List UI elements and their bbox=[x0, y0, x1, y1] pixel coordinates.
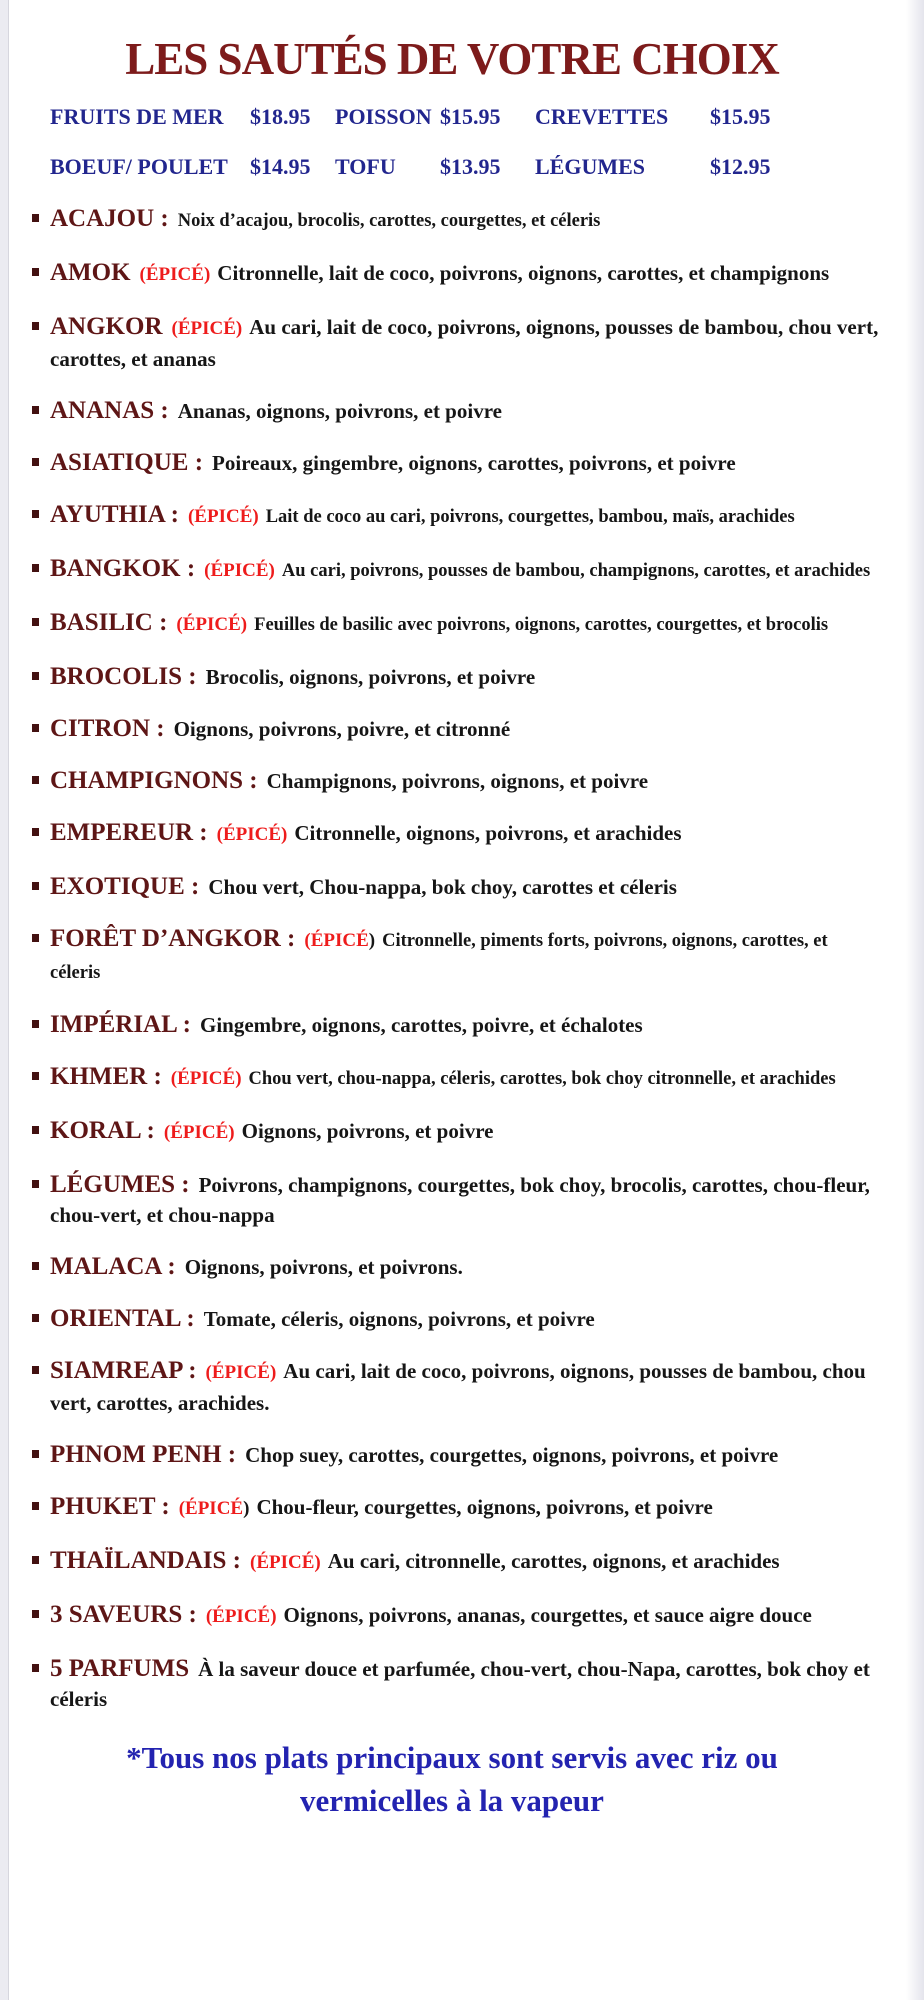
bullet-square-icon bbox=[32, 828, 39, 836]
protein-label: LÉGUMES bbox=[535, 154, 646, 179]
spicy-label-text: (ÉPICÉ bbox=[304, 930, 369, 951]
dish-description: Au cari, citronnelle, carottes, oignons, et arachides bbox=[327, 1549, 780, 1573]
bullet-square-icon bbox=[32, 1126, 39, 1134]
menu-item bbox=[32, 1062, 882, 1094]
protein-label: POISSON bbox=[335, 104, 432, 129]
bullet-square-icon bbox=[32, 1502, 39, 1510]
bullet-square-icon bbox=[32, 406, 39, 414]
bullet-square-icon bbox=[32, 1610, 39, 1618]
menu-item bbox=[32, 554, 882, 586]
spicy-label-text: (ÉPICÉ) bbox=[250, 1552, 321, 1573]
spicy-label-text: (ÉPICÉ) bbox=[163, 1122, 235, 1143]
dish-description: Au cari, lait de coco, poivrons, oignons, pousses de bambou, chou vert, carottes, et ananas bbox=[50, 315, 879, 371]
bullet-square-icon bbox=[32, 1314, 39, 1322]
dish-description: Chou vert, Chou-nappa, bok choy, carottes et céleris bbox=[208, 875, 677, 899]
menu-item bbox=[32, 500, 882, 532]
bullet-square-icon bbox=[32, 1664, 39, 1672]
dish-description: Oignons, poivrons, poivre, et citronné bbox=[173, 717, 511, 741]
spicy-label bbox=[171, 1068, 242, 1089]
dish-description: Lait de coco au cari, poivrons, courgettes, bambou, maïs, arachides bbox=[265, 507, 795, 527]
menu-item bbox=[32, 1304, 882, 1334]
dish-name: FORÊT D’ANGKOR : bbox=[50, 925, 296, 952]
dish-name: EXOTIQUE : bbox=[50, 873, 200, 900]
spicy-label-text: (ÉPICÉ) bbox=[139, 264, 211, 285]
menu-item bbox=[32, 448, 882, 478]
dish-name: 3 SAVEURS : bbox=[50, 1601, 197, 1628]
spicy-label-text: (ÉPICÉ) bbox=[216, 824, 288, 845]
dish-name: CHAMPIGNONS : bbox=[50, 767, 258, 794]
spicy-label bbox=[164, 1122, 235, 1143]
protein-price: $15.95 bbox=[440, 104, 501, 129]
spicy-label bbox=[217, 824, 288, 845]
dish-name: IMPÉRIAL : bbox=[50, 1011, 191, 1038]
bullet-square-icon bbox=[32, 1020, 39, 1028]
dish-name: EMPEREUR : bbox=[50, 819, 208, 846]
bullet-square-icon bbox=[32, 672, 39, 680]
protein-label: BOEUF/ POULET bbox=[50, 154, 228, 179]
dish-description: Chop suey, carottes, courgettes, oignons, poivrons, et poivre bbox=[245, 1443, 779, 1467]
menu-item bbox=[32, 1252, 882, 1282]
dish-description: Champignons, poivrons, oignons, et poivre bbox=[266, 769, 649, 793]
menu-item bbox=[32, 766, 882, 796]
dish-name: THAÏLANDAIS : bbox=[50, 1547, 242, 1574]
menu-item bbox=[32, 1492, 882, 1524]
bullet-square-icon bbox=[32, 1556, 39, 1564]
dish-description: À la saveur douce et parfumée, chou-vert, chou-Napa, carottes, bok choy et céleris bbox=[50, 1657, 870, 1711]
bullet-square-icon bbox=[32, 1450, 39, 1458]
bullet-square-icon bbox=[32, 934, 39, 942]
protein-label: CREVETTES bbox=[535, 104, 669, 129]
bullet-square-icon bbox=[32, 1072, 39, 1080]
dish-name: SIAMREAP : bbox=[50, 1357, 197, 1384]
protein-price: $18.95 bbox=[250, 104, 311, 129]
spicy-label bbox=[250, 1552, 321, 1573]
menu-item bbox=[32, 1010, 882, 1040]
bullet-square-icon bbox=[32, 776, 39, 784]
menu-item bbox=[32, 258, 882, 290]
spicy-label bbox=[204, 560, 275, 581]
protein-price: $12.95 bbox=[710, 154, 771, 179]
spicy-label-text: (ÉPICÉ) bbox=[187, 506, 259, 527]
bullet-square-icon bbox=[32, 268, 39, 276]
dish-description: Oignons, poivrons, et poivre bbox=[241, 1119, 494, 1143]
dish-description: Gingembre, oignons, carottes, poivre, et échalotes bbox=[199, 1013, 643, 1037]
protein-price: $14.95 bbox=[250, 154, 311, 179]
bullet-square-icon bbox=[32, 724, 39, 732]
menu-item bbox=[32, 396, 882, 426]
menu-item bbox=[32, 818, 882, 850]
bullet-square-icon bbox=[32, 1366, 39, 1374]
spicy-label-paren: ) bbox=[243, 1498, 250, 1519]
dish-description: Citronnelle, oignons, poivrons, et arachides bbox=[294, 821, 682, 845]
bullet-square-icon bbox=[32, 618, 39, 626]
spicy-label bbox=[206, 1606, 277, 1627]
page-title: LES SAUTÉS DE VOTRE CHOIX bbox=[125, 34, 779, 84]
dish-name: PHUKET : bbox=[50, 1493, 170, 1520]
menu-item bbox=[32, 1600, 882, 1632]
menu-item bbox=[32, 1116, 882, 1148]
menu-item bbox=[32, 608, 882, 640]
dish-description: Citronnelle, piments forts, poivrons, oignons, carottes, et céleris bbox=[50, 931, 828, 983]
dish-description: Citronnelle, lait de coco, poivrons, oignons, carottes, et champignons bbox=[217, 261, 830, 285]
dish-name: ASIATIQUE : bbox=[50, 449, 204, 476]
bullet-square-icon bbox=[32, 214, 39, 222]
dish-description: Au cari, lait de coco, poivrons, oignons, pousses de bambou, chou vert, carottes, arachides. bbox=[50, 1359, 866, 1415]
dish-name: BANGKOK : bbox=[50, 555, 196, 582]
dish-name: PHNOM PENH : bbox=[50, 1441, 237, 1468]
dish-description: Chou-fleur, courgettes, oignons, poivrons, et poivre bbox=[256, 1495, 713, 1519]
menu-item bbox=[32, 312, 882, 374]
spicy-label bbox=[188, 506, 259, 527]
dish-name: AMOK bbox=[50, 259, 131, 286]
spicy-label-text: (ÉPICÉ) bbox=[204, 560, 275, 581]
menu-item bbox=[32, 714, 882, 744]
spicy-label-text: (ÉPICÉ bbox=[178, 1498, 244, 1519]
dish-name: LÉGUMES : bbox=[50, 1171, 190, 1198]
dish-description: Chou vert, chou-nappa, céleris, carottes, bok choy citronnelle, et arachides bbox=[248, 1069, 836, 1089]
menu-item-list bbox=[22, 204, 882, 1714]
dish-name: KORAL : bbox=[50, 1117, 155, 1144]
spicy-label bbox=[176, 614, 247, 635]
menu-item bbox=[32, 1546, 882, 1578]
dish-name: BASILIC : bbox=[50, 609, 168, 636]
spicy-label-text: (ÉPICÉ) bbox=[205, 1606, 277, 1627]
dish-description: Noix d’acajou, brocolis, carottes, courgettes, et céleris bbox=[177, 211, 601, 231]
bullet-square-icon bbox=[32, 322, 39, 330]
dish-description: Oignons, poivrons, ananas, courgettes, et sauce aigre douce bbox=[283, 1603, 812, 1627]
spicy-label bbox=[179, 1498, 250, 1519]
footer-note: *Tous nos plats principaux sont servis avec riz ou vermicelles à la vapeur bbox=[126, 1740, 778, 1818]
bullet-square-icon bbox=[32, 1180, 39, 1188]
bullet-square-icon bbox=[32, 510, 39, 518]
protein-label: TOFU bbox=[335, 154, 396, 179]
spicy-label-paren: ) bbox=[368, 930, 376, 951]
dish-name: 5 PARFUMS bbox=[50, 1655, 190, 1682]
menu-item bbox=[32, 1440, 882, 1470]
dish-description: Tomate, céleris, oignons, poivrons, et poivre bbox=[203, 1307, 595, 1331]
spicy-label bbox=[304, 930, 375, 951]
menu-item bbox=[32, 872, 882, 902]
bullet-square-icon bbox=[32, 564, 39, 572]
dish-description: Poireaux, gingembre, oignons, carottes, poivrons, et poivre bbox=[212, 451, 736, 475]
bullet-square-icon bbox=[32, 458, 39, 466]
dish-description: Au cari, poivrons, pousses de bambou, champignons, carottes, et arachides bbox=[281, 561, 871, 581]
dish-description: Poivrons, champignons, courgettes, bok choy, brocolis, carottes, chou-fleur, chou-vert, et chou-nappa bbox=[50, 1173, 870, 1227]
spicy-label-text: (ÉPICÉ) bbox=[170, 1068, 242, 1089]
dish-name: ORIENTAL : bbox=[50, 1305, 195, 1332]
menu-item bbox=[32, 1356, 882, 1418]
protein-price-table bbox=[22, 104, 882, 180]
dish-description: Oignons, poivrons, et poivrons. bbox=[184, 1255, 463, 1279]
spicy-label-text: (ÉPICÉ) bbox=[176, 614, 248, 635]
spicy-label-text: (ÉPICÉ) bbox=[171, 318, 243, 339]
spicy-label bbox=[206, 1362, 277, 1383]
dish-description: Feuilles de basilic avec poivrons, oignons, carottes, courgettes, et brocolis bbox=[254, 615, 829, 635]
dish-name: ANANAS : bbox=[50, 397, 169, 424]
dish-name: BROCOLIS : bbox=[50, 663, 197, 690]
dish-name: ANGKOR bbox=[50, 313, 163, 340]
spicy-label bbox=[140, 264, 211, 285]
menu-item bbox=[32, 204, 882, 236]
spicy-label bbox=[172, 318, 243, 339]
dish-description: Ananas, oignons, poivrons, et poivre bbox=[177, 399, 502, 423]
protein-label: FRUITS DE MER bbox=[50, 104, 224, 129]
dish-name: AYUTHIA : bbox=[50, 501, 179, 528]
menu-item bbox=[32, 662, 882, 692]
menu-item bbox=[32, 1170, 882, 1230]
bullet-square-icon bbox=[32, 1262, 39, 1270]
menu-item bbox=[32, 924, 882, 988]
dish-name: ACAJOU : bbox=[50, 205, 169, 232]
dish-name: CITRON : bbox=[50, 715, 165, 742]
protein-price: $15.95 bbox=[710, 104, 771, 129]
protein-price: $13.95 bbox=[440, 154, 501, 179]
dish-name: MALACA : bbox=[50, 1253, 176, 1280]
spicy-label-text: (ÉPICÉ) bbox=[205, 1362, 277, 1383]
menu-item bbox=[32, 1654, 882, 1714]
dish-name: KHMER : bbox=[50, 1063, 162, 1090]
bullet-square-icon bbox=[32, 882, 39, 890]
dish-description: Brocolis, oignons, poivrons, et poivre bbox=[205, 665, 536, 689]
